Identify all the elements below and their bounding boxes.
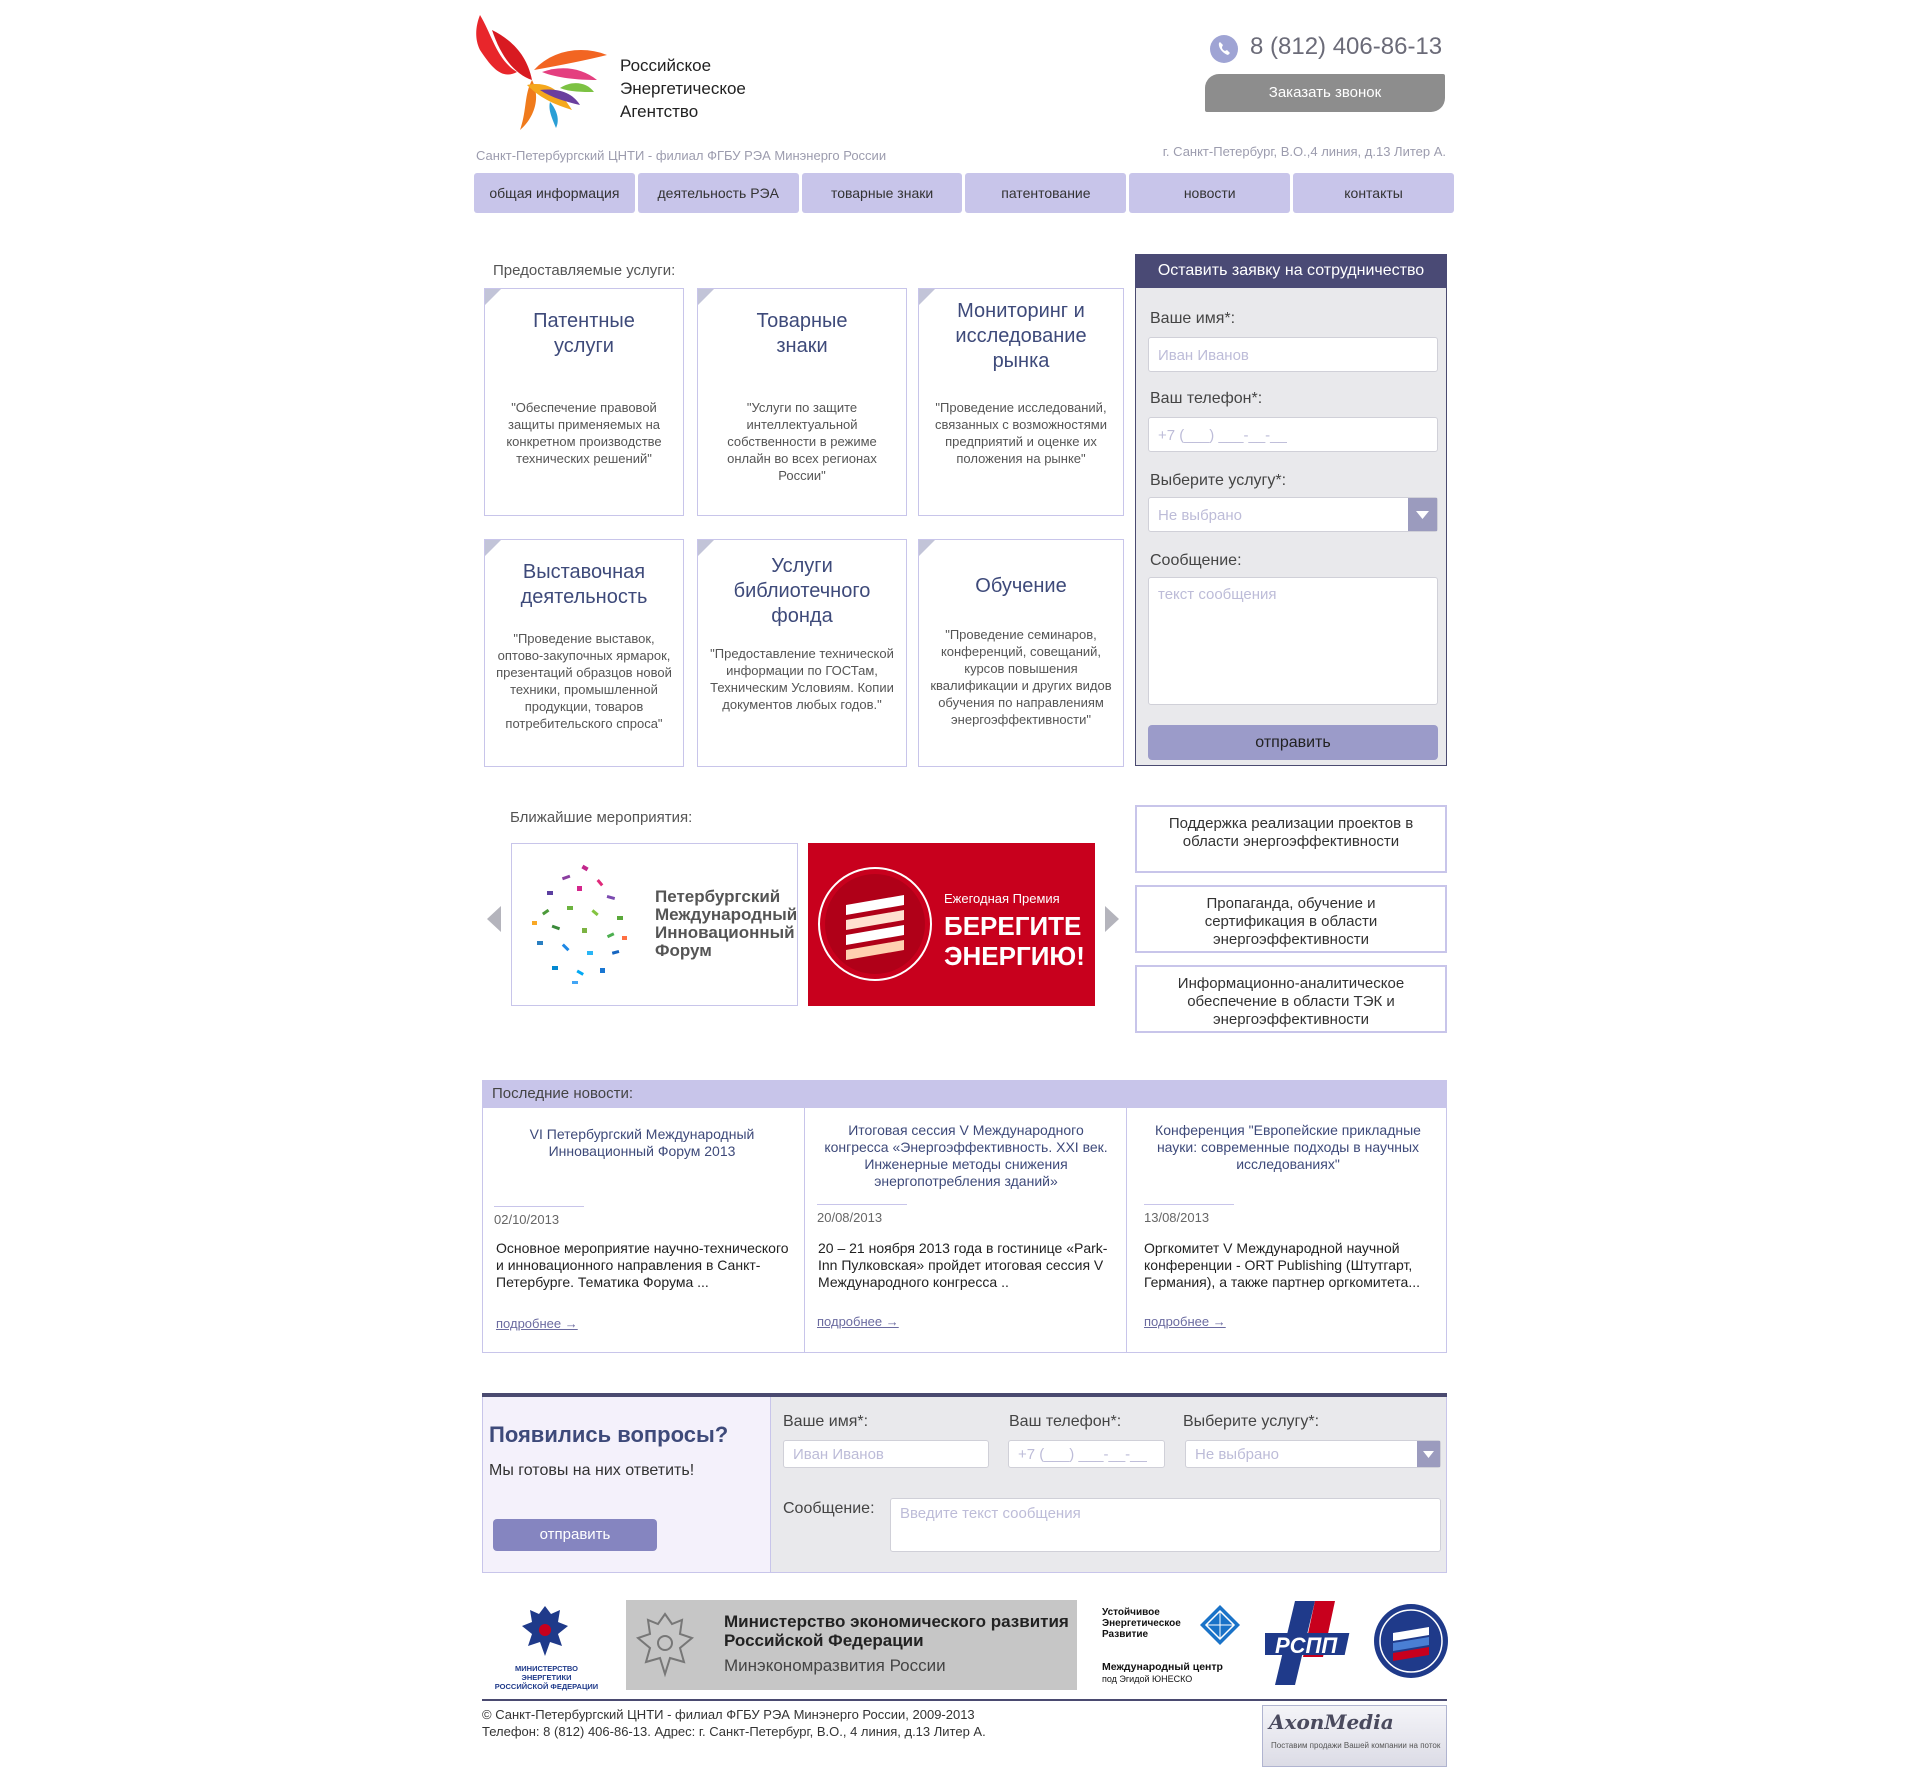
footer-divider — [482, 1699, 1447, 1701]
minenergo-line: РОССИЙСКОЙ ФЕДЕРАЦИИ — [494, 1682, 599, 1691]
axon-name: AxonMedia — [1269, 1710, 1394, 1734]
unesco-line: Энергетическое — [1102, 1618, 1181, 1629]
unesco-line: Развитие — [1102, 1629, 1149, 1640]
news-title[interactable]: VI Петербургский Международный Инновационный Форум 2013 — [529, 1126, 755, 1159]
q-name-input[interactable]: Иван Иванов — [783, 1440, 989, 1468]
card-corner — [919, 540, 935, 556]
header-address: г. Санкт-Петербург, В.О.,4 линия, д.13 Литер А. — [1162, 144, 1446, 159]
service-card-monitoring[interactable] — [918, 288, 1124, 516]
mineconom-short: Минэкономразвития России — [724, 1656, 946, 1675]
news-text: Основное мероприятие научно-технического и инновационного направления в Санкт-Петербурге. Тематика Форума ... — [496, 1240, 789, 1290]
unesco-line: Устойчивое — [1102, 1607, 1160, 1618]
service-card-training[interactable] — [918, 539, 1124, 767]
news-date: 02/10/2013 — [494, 1212, 560, 1227]
q-service-value: Не выбрано — [1195, 1446, 1279, 1463]
q-service-select[interactable] — [1185, 1440, 1441, 1468]
service-select-value: Не выбрано — [1158, 507, 1242, 524]
questions-subtitle: Мы готовы на них ответить! — [489, 1462, 695, 1479]
logo-text — [620, 54, 746, 123]
forum-title-line: Международный — [655, 905, 798, 924]
mineconom-title — [724, 1612, 1069, 1650]
phone-icon — [1210, 35, 1238, 63]
eagle-emblem-icon — [518, 1602, 573, 1660]
service-title: Услуги библиотечного фонда — [733, 555, 871, 627]
service-card-trademarks[interactable] — [697, 288, 907, 516]
news-more-link[interactable]: подробнее → — [817, 1314, 899, 1329]
questions-title: Появились вопросы? — [489, 1422, 729, 1447]
service-select-label: Выберите услугу*: — [1150, 472, 1287, 489]
news-more-link[interactable]: подробнее → — [496, 1316, 578, 1331]
nav-item-patents[interactable]: патентование — [965, 173, 1126, 213]
q-service-label: Выберите услугу*: — [1183, 1413, 1320, 1430]
service-title: Обучение — [975, 575, 1067, 597]
arrow-right-icon[interactable] — [1105, 906, 1119, 932]
services-label: Предоставляемые услуги: — [493, 262, 676, 279]
energy-award-title — [944, 911, 1085, 971]
logo-line: Российское — [620, 56, 712, 75]
nav-item-activity[interactable]: деятельность РЭА — [638, 173, 799, 213]
service-title: Мониторинг и исследование рынка — [955, 300, 1087, 372]
news-text: 20 – 21 ноября 2013 года в гостинице «Park-Inn Пулковская» пройдет итоговая сессия V Международного конгресса .. — [818, 1240, 1108, 1290]
service-desc: "Проведение исследований, связанных с возможностями предприятий и оценке их положения на рынке" — [934, 400, 1108, 466]
nav-item-general[interactable]: общая информация — [474, 173, 635, 213]
service-card-exhibitions[interactable] — [484, 539, 684, 767]
side-link-analytics[interactable]: Информационно-аналитическое обеспечение в области ТЭК и энергоэффективности — [1135, 965, 1447, 1033]
message-label: Сообщение: — [1150, 552, 1242, 569]
service-title: Выставочная деятельность — [520, 561, 648, 608]
rspp-text: РСПП — [1275, 1633, 1338, 1658]
news-item — [482, 1108, 804, 1353]
energy-award-line: ЭНЕРГИЮ! — [944, 941, 1085, 971]
q-phone-label: Ваш телефон*: — [1009, 1413, 1122, 1430]
service-card-patents[interactable] — [484, 288, 684, 516]
callback-button[interactable]: Заказать звонок — [1205, 74, 1445, 112]
phone-input[interactable]: +7 (___) ___-__-__ — [1148, 417, 1438, 452]
axonmedia-badge[interactable] — [1262, 1705, 1447, 1767]
energy-award-line: БЕРЕГИТЕ — [944, 911, 1082, 941]
cooperation-form-title: Оставить заявку на сотрудничество — [1135, 254, 1447, 288]
forum-title-line: Инновационный — [655, 923, 795, 942]
news-text: Оргкомитет V Международной научной конференции - ORT Publishing (Штутгарт, Германия), а также партнер оргкомитета... — [1144, 1240, 1421, 1290]
logo-line: Энергетическое — [620, 79, 746, 98]
minenergo-line: МИНИСТЕРСТВО ЭНЕРГЕТИКИ — [515, 1664, 578, 1682]
rspp-logo[interactable] — [1265, 1597, 1357, 1689]
questions-submit-button[interactable]: отправить — [493, 1519, 657, 1551]
q-phone-input[interactable]: +7 (___) ___-__-__ — [1008, 1440, 1165, 1468]
event-banner-forum[interactable] — [511, 843, 798, 1006]
q-message-textarea[interactable]: Введите текст сообщения — [890, 1498, 1441, 1552]
news-more-link[interactable]: подробнее → — [1144, 1314, 1226, 1329]
footer-copyright — [482, 1706, 986, 1740]
arrow-left-icon[interactable] — [487, 906, 501, 932]
unesco-logo[interactable] — [1100, 1603, 1245, 1688]
energy-award-small: Ежегодная Премия — [944, 891, 1060, 906]
forum-title — [655, 888, 797, 960]
service-desc: "Предоставление технической информации по ГОСТам, Техническим Условиям. Копии документов любых годов." — [710, 646, 894, 712]
form-submit-button[interactable]: отправить — [1148, 725, 1438, 760]
footer-contacts: Телефон: 8 (812) 406-86-13. Адрес: г. Санкт-Петербург, В.О., 4 линия, д.13 Литер А. — [482, 1724, 986, 1739]
nav-item-contacts[interactable]: контакты — [1293, 173, 1454, 213]
service-card-library[interactable] — [697, 539, 907, 767]
news-title[interactable]: Итоговая сессия V Международного конгресса «Энергоэффективность. XXI век. Инженерные методы снижения энергопотребления зданий» — [824, 1122, 1108, 1189]
round-emblem-icon[interactable] — [1373, 1603, 1449, 1679]
service-desc: "Проведение выставок, оптово-закупочных ярмарок, презентаций образцов новой техники, промышленной продукции, товаров потребительского спроса" — [496, 631, 672, 731]
minenergo-logo[interactable] — [488, 1600, 603, 1690]
news-divider — [817, 1204, 907, 1205]
nav-item-trademarks[interactable]: товарные знаки — [802, 173, 963, 213]
news-date: 20/08/2013 — [817, 1210, 883, 1225]
service-desc: "Обеспечение правовой защиты применяемых на конкретном производстве технических решений" — [506, 400, 662, 466]
forum-title-line: Петербургский — [655, 887, 781, 906]
phone-label: Ваш телефон*: — [1150, 390, 1263, 407]
message-textarea[interactable]: текст сообщения — [1148, 577, 1438, 705]
copyright-text: © Санкт-Петербургский ЦНТИ - филиал ФГБУ РЭА Минэнерго России, 2009-2013 — [482, 1707, 975, 1722]
q-name-label: Ваше имя*: — [783, 1413, 869, 1430]
news-date: 13/08/2013 — [1144, 1210, 1210, 1225]
site-subtitle: Санкт-Петербургский ЦНТИ - филиал ФГБУ РЭА Минэнерго России — [476, 148, 887, 163]
mineconom-line: Российской Федерации — [724, 1631, 924, 1650]
news-title[interactable]: Конференция "Европейские прикладные науки: современные подходы в научных исследованиях" — [1155, 1122, 1421, 1172]
unesco-sub: под Эгидой ЮНЕСКО — [1102, 1674, 1193, 1684]
unesco-title — [1102, 1607, 1181, 1640]
name-label: Ваше имя*: — [1150, 310, 1236, 327]
side-link-propaganda[interactable]: Пропаганда, обучение и сертификация в области энергоэффективности — [1135, 885, 1447, 953]
chevron-down-icon[interactable] — [1417, 1441, 1440, 1467]
logo-line: Агентство — [620, 102, 699, 121]
service-title: Патентные услуги — [533, 310, 635, 357]
eagle-emblem-icon — [634, 1610, 696, 1680]
card-corner — [919, 289, 935, 305]
energy-lamp-icon — [816, 865, 934, 983]
events-label: Ближайшие мероприятия: — [510, 809, 693, 826]
service-title: Товарные знаки — [756, 310, 848, 357]
nav-item-news[interactable]: новости — [1129, 173, 1290, 213]
rea-logo-icon[interactable] — [472, 10, 614, 135]
news-item — [1126, 1108, 1447, 1353]
news-divider — [494, 1206, 584, 1207]
mineconom-line: Министерство экономического развития — [724, 1612, 1069, 1631]
name-input[interactable]: Иван Иванов — [1148, 337, 1438, 372]
forum-title-line: Форум — [655, 941, 712, 960]
service-desc: "Услуги по защите интеллектуальной собственности в режиме онлайн во всех регионах России" — [727, 400, 877, 483]
card-corner — [485, 540, 501, 556]
forum-logo-icon — [522, 856, 642, 991]
unesco-center: Международный центр — [1102, 1661, 1223, 1673]
service-select[interactable] — [1148, 497, 1438, 532]
news-item — [804, 1108, 1126, 1353]
news-label: Последние новости: — [482, 1080, 1447, 1108]
mineconom-logo[interactable] — [626, 1600, 1077, 1690]
globe-icon — [1198, 1603, 1242, 1647]
header-phone[interactable]: 8 (812) 406-86-13 — [1250, 33, 1443, 60]
service-desc: "Проведение семинаров, конференций, совещаний, курсов повышения квалификации и других видов обучения по направлениям энергоэффективности" — [930, 627, 1112, 727]
main-nav — [474, 173, 1454, 213]
news-divider — [1144, 1204, 1234, 1205]
event-banner-energy[interactable] — [808, 843, 1095, 1006]
minenergo-text — [494, 1664, 599, 1691]
axon-tagline: Поставим продажи Вашей компании на поток — [1271, 1741, 1441, 1750]
chevron-down-icon[interactable] — [1408, 498, 1437, 531]
card-corner — [485, 289, 501, 305]
q-message-label: Сообщение: — [783, 1500, 875, 1517]
card-corner — [698, 540, 714, 556]
card-corner — [698, 289, 714, 305]
side-link-support[interactable]: Поддержка реализации проектов в области энергоэффективности — [1135, 805, 1447, 873]
